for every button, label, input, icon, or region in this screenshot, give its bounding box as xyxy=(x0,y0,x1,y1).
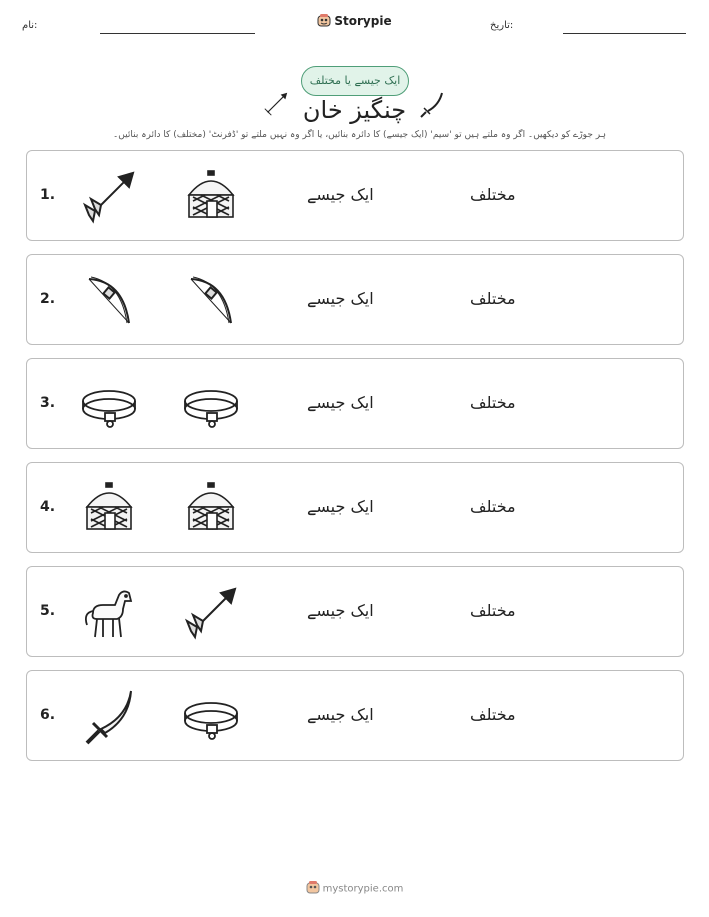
question-row-4 xyxy=(26,462,684,553)
question-row-2 xyxy=(26,254,684,345)
arrow-icon xyxy=(181,583,241,643)
question-row-3 xyxy=(26,358,684,449)
instructions-text: ہر جوڑے کو دیکھیں۔ اگر وہ ملتے ہیں تو 'سیم' (ایک جیسے) کا دائرہ بنائیں، یا اگر وہ نہیں ملتے تو 'ڈفرنٹ' (مختلف) کا دائرہ بنائیں۔ xyxy=(113,130,606,140)
question-number: 5. xyxy=(40,603,56,619)
storypie-logo-icon xyxy=(306,880,320,897)
question-number: 6. xyxy=(40,707,56,723)
yurt-icon xyxy=(181,167,241,227)
option-same[interactable]: ایک جیسے xyxy=(307,497,374,516)
sword-icon xyxy=(79,687,139,747)
option-different[interactable]: مختلف xyxy=(470,289,516,308)
brand-name: Storypie xyxy=(334,14,392,28)
brand-logo xyxy=(0,13,709,30)
footer-site[interactable]: mystorypie.com xyxy=(322,883,404,895)
question-number: 3. xyxy=(40,395,56,411)
yurt-icon xyxy=(181,479,241,539)
arrow-icon xyxy=(79,167,139,227)
name-line xyxy=(100,33,255,34)
date-label: تاریخ: xyxy=(490,20,514,31)
option-same[interactable]: ایک جیسے xyxy=(307,393,374,412)
option-different[interactable]: مختلف xyxy=(470,497,516,516)
question-row-6 xyxy=(26,670,684,761)
date-line xyxy=(563,33,686,34)
question-row-5 xyxy=(26,566,684,657)
option-different[interactable]: مختلف xyxy=(470,705,516,724)
option-same[interactable]: ایک جیسے xyxy=(307,289,374,308)
question-number: 4. xyxy=(40,499,56,515)
option-different[interactable]: مختلف xyxy=(470,393,516,412)
storypie-logo-icon xyxy=(317,13,331,30)
belt-icon xyxy=(79,375,139,435)
name-label: نام: xyxy=(22,20,38,31)
page-title: چنگیز خان xyxy=(302,96,407,124)
option-same[interactable]: ایک جیسے xyxy=(307,185,374,204)
question-number: 1. xyxy=(40,187,56,203)
horse-icon xyxy=(79,583,139,643)
yurt-icon xyxy=(79,479,139,539)
belt-icon xyxy=(181,687,241,747)
option-same[interactable]: ایک جیسے xyxy=(307,601,374,620)
bow-icon xyxy=(79,271,139,331)
sword-icon xyxy=(416,90,448,124)
option-different[interactable]: مختلف xyxy=(470,601,516,620)
belt-icon xyxy=(181,375,241,435)
bow-icon xyxy=(181,271,241,331)
option-same[interactable]: ایک جیسے xyxy=(307,705,374,724)
footer xyxy=(0,880,709,897)
option-different[interactable]: مختلف xyxy=(470,185,516,204)
question-number: 2. xyxy=(40,291,56,307)
worksheet-type-badge: ایک جیسے یا مختلف xyxy=(301,66,409,96)
question-row-1 xyxy=(26,150,684,241)
